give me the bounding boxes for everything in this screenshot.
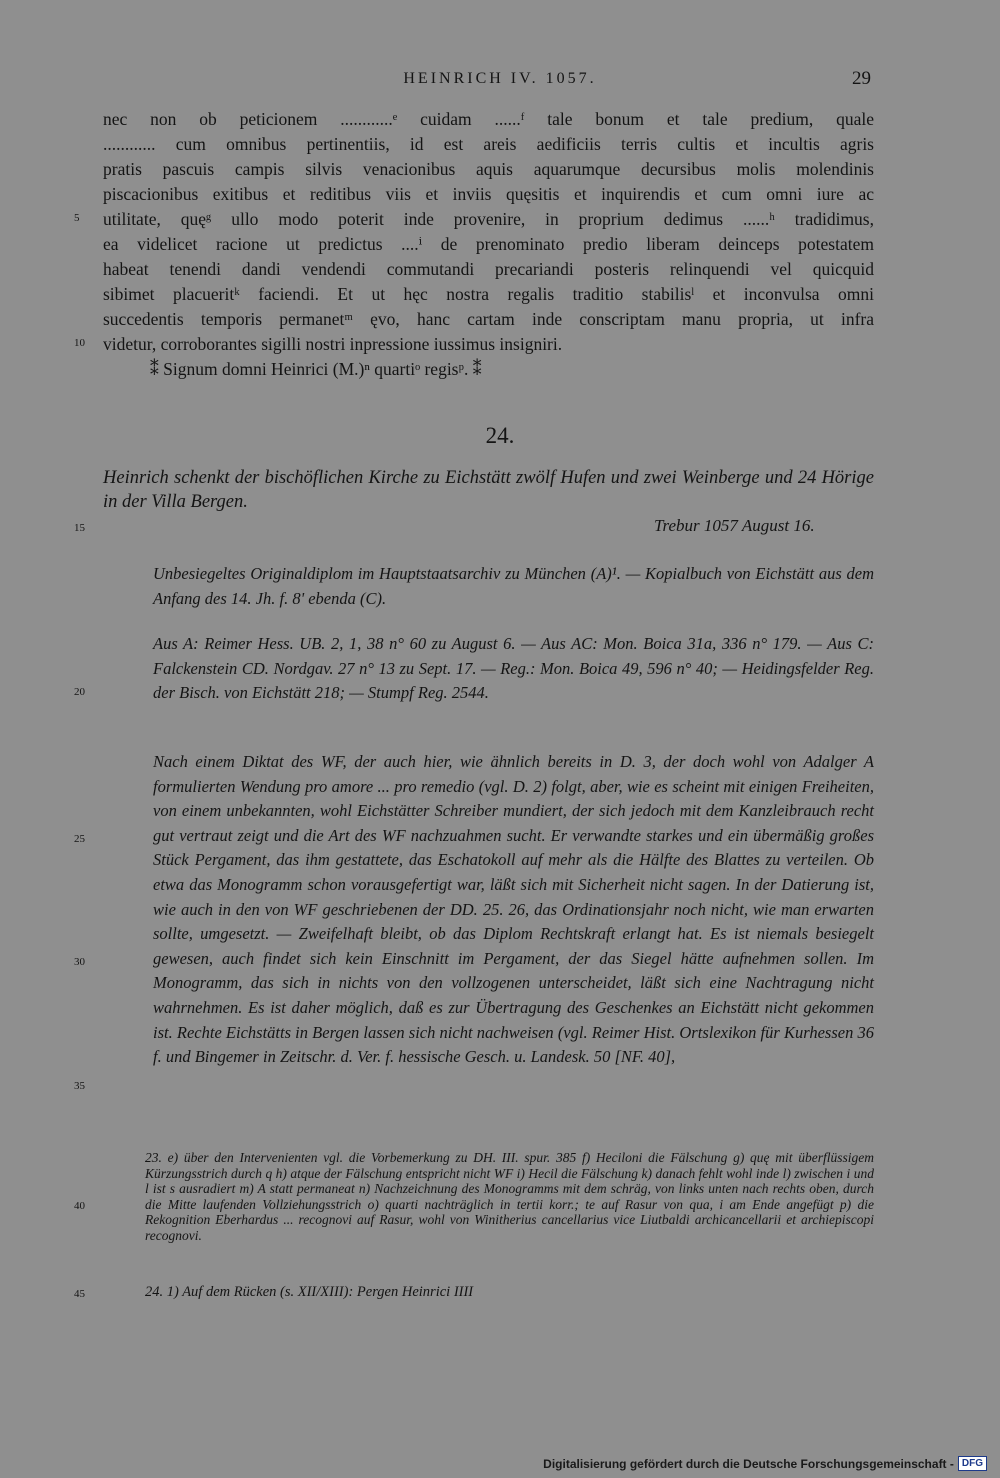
charter-line: succedentis temporis permanetᵐ ęvo, hanc cartam inde conscriptam manu propria, ut infra bbox=[103, 309, 874, 329]
charter-line: videtur, corroborantes sigilli nostri inpressione iussimus insigniri. bbox=[103, 334, 563, 354]
line-number: 45 bbox=[74, 1288, 85, 1300]
footer-text: Digitalisierung gefördert durch die Deutsche Forschungsgemeinschaft - bbox=[543, 1456, 954, 1471]
charter-line: ea videlicet racione ut predictus ....ⁱ de prenominato predio liberam deinceps potestatem bbox=[103, 234, 874, 254]
dfg-logo-icon: DFG bbox=[958, 1456, 987, 1471]
tradition-note: Unbesiegeltes Originaldiplom im Hauptstaatsarchiv zu München (A)¹. — Kopialbuch von Eichstätt aus dem Anfang des 14. Jh. f. 8ʹ ebenda (C). bbox=[153, 564, 874, 608]
line-number: 25 bbox=[74, 833, 85, 845]
dfg-credit bbox=[543, 1456, 987, 1471]
charter-line: piscacionibus exitibus et reditibus viis et inviis quęsitis et inquirendis et cum omni iure ac bbox=[103, 184, 874, 204]
line-number: 20 bbox=[74, 686, 85, 698]
literature-note: Aus A: Reimer Hess. UB. 2, 1, 38 n° 60 zu August 6. — Aus AC: Mon. Boica 31a, 336 n° 179. — Aus C: Falckenstein CD. Nordgav. 27 n° 13 zu Sept. 17. — Reg.: Mon. Boica 49, 596 n° 40; — Heidingsfelder Reg. der Bisch. von Eichstätt 218; — Stumpf Reg. 2544. bbox=[153, 634, 874, 703]
charter-line: sibimet placueritᵏ faciendi. Et ut hęc nostra regalis traditio stabilisˡ et inconvulsa omni bbox=[103, 284, 874, 304]
charter-line: utilitate, quęᵍ ullo modo poterit inde provenire, in proprium dedimus ......ʰ tradidimus, bbox=[103, 209, 874, 229]
charter-line: nec non ob peticionem ............ᵉ cuidam ......ᶠ tale bonum et tale predium, quale bbox=[103, 109, 874, 129]
footnotes-24: 24. 1) Auf dem Rücken (s. XII/XIII): Pergen Heinrici IIII bbox=[145, 1284, 474, 1300]
charter-line: habeat tenendi dandi vendendi commutandi precariandi posteris relinquendi vel quicquid bbox=[103, 259, 874, 279]
signum-line: ⁑ Signum domni Heinrici (M.)ⁿ quartiᵒ regisᵖ. ⁑ bbox=[150, 359, 482, 379]
line-number: 5 bbox=[74, 212, 80, 224]
line-number: 40 bbox=[74, 1200, 85, 1212]
page-number: 29 bbox=[852, 68, 871, 89]
regest-heading: Heinrich schenkt der bischöflichen Kirche zu Eichstätt zwölf Hufen und zwei Weinberge und 24 Hörige in der Villa Bergen. bbox=[103, 468, 874, 512]
footnotes-23: 23. e) über den Intervenienten vgl. die Vorbemerkung zu DH. III. spur. 385 f) Heciloni die Fälschung g) quę mit überflüssigem Kürzungsstrich durch q h) atque der Fälschung entspricht nicht WF i) Hecil die Fälschung k) danach fehlt wohl inde l) zwischen i und l ist s ausradiert m) A statt permaneat n) Nachzeichnung des Monogramms mit dem schräg, von links unten nach rechts oben, durch die Mitte laufenden Vollziehungsstrich o) quarti nachträglich in tertii korr.; te auf Rasur von qua, i am Ende angefügt p) die Rekognition Eberhardus ... recognovi auf Rasur, wohl von Winitherius cancellarius vice Liutbaldi archicancellarii et archiepiscopi recognovi. bbox=[145, 1150, 874, 1243]
line-number: 10 bbox=[74, 337, 85, 349]
charter-line: ............ cum omnibus pertinentiis, id est areis aedificiis terris cultis et incultis agris bbox=[103, 134, 874, 154]
document-number: 24. bbox=[485, 423, 515, 448]
commentary-text: Nach einem Diktat des WF, der auch hier, wie ähnlich bereits in D. 3, der doch wohl von Adalger A formulierten Wendung pro amore ... pro remedio (vgl. D. 2) folgt, aber, wie es scheint mit einigen Freiheiten, von einem unbekannten, wohl Eichstätter Schreiber mundiert, der sich jedoch mit dem Kanzleibrauch recht gut vertraut zeigt und die Art des WF nachzuahmen sucht. Er verwandte starkes und ein übermäßig großes Stück Pergament, das ihm gestattete, das Eschatokoll auf mehr als die Hälfte des Blattes zu verteilen. Ob etwa das Monogramm schon vorausgefertigt war, läßt sich mit Sicherheit nicht sagen. In der Datierung ist, wie auch in den von WF geschriebenen der DD. 25. 26, das Ordinationsjahr noch nicht, wie man erwarten sollte, umgesetzt. — Zweifelhaft bleibt, ob das Diplom Rechtskraft erlangt hat. Es ist niemals besiegelt gewesen, auch findet sich kein Einschnitt im Pergament, der das Siegel hätte aufnehmen sollen. Im Monogramm, das sich in nichts von den vollzogenen unterscheidet, läßt sich eine Nachtragung nicht wahrnehmen. Es ist daher möglich, daß es zur Übertragung des Geschenkes an Eichstätt nicht gekommen ist. Rechte Eichstätts in Bergen lassen sich nicht nachweisen (vgl. Reimer Hist. Ortslexikon für Kurhessen 36 f. und Bingemer in Zeitschr. d. Ver. f. hessische Gesch. u. Landesk. 50 [NF. 40], bbox=[153, 752, 874, 1067]
place-date: Trebur 1057 August 16. bbox=[654, 516, 815, 535]
running-head-title: HEINRICH IV. 1057. bbox=[403, 70, 597, 87]
charter-line: pratis pascuis campis silvis venacionibus aquis aquarumque decursibus molis molendinis bbox=[103, 159, 874, 179]
line-number: 15 bbox=[74, 522, 85, 534]
line-number: 30 bbox=[74, 956, 85, 968]
line-number: 35 bbox=[74, 1080, 85, 1092]
